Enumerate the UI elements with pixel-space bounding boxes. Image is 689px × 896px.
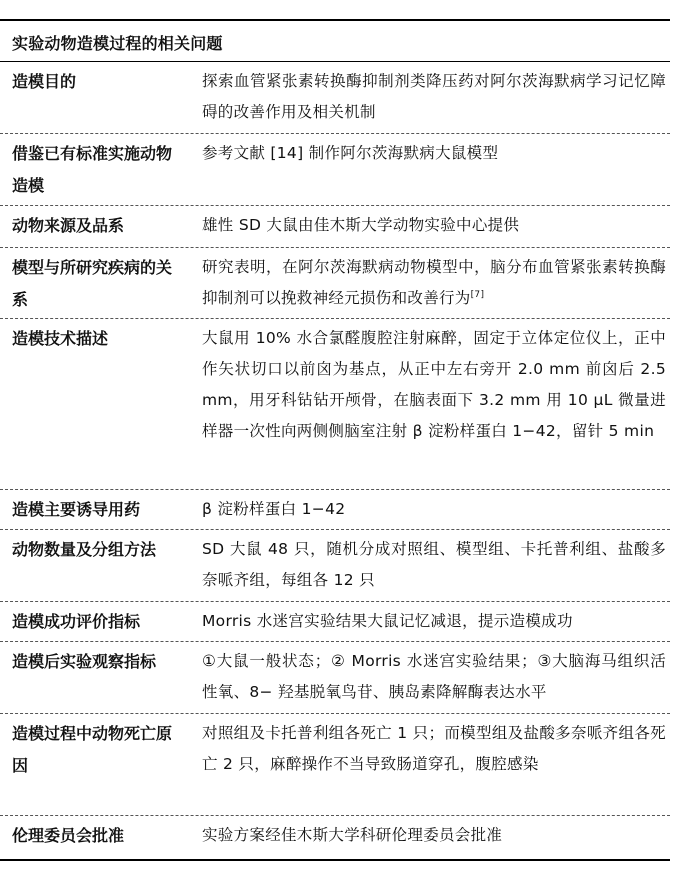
row-value: Morris 水迷宫实验结果大鼠记忆减退，提示造模成功: [202, 612, 573, 630]
row-key: 造模过程中动物死亡原因: [12, 724, 173, 775]
table-row: [0, 714, 670, 816]
row-key: 造模目的: [12, 72, 77, 91]
top-rule: [0, 19, 670, 21]
row-value: ①大鼠一般状态；② Morris 水迷宫实验结果；③大脑海马组织活性氧、8− 羟基脱氧鸟苷、胰岛素降解酶表达水平: [202, 652, 666, 701]
table-row: [0, 642, 670, 714]
table-body: [0, 62, 670, 861]
row-value: 对照组及卡托普利组各死亡 1 只；而模型组及盐酸多奈哌齐组各死亡 2 只，麻醉操作不当导致肠道穿孔，腹腔感染: [202, 724, 666, 773]
row-value: [188, 248, 670, 318]
row-key: 借鉴已有标准实施动物造模: [12, 144, 173, 195]
row-key: 伦理委员会批准: [12, 826, 125, 845]
citation: [7]: [470, 289, 485, 300]
row-key: 模型与所研究疾病的关系: [12, 258, 173, 309]
row-value: 探索血管紧张素转换酶抑制剂类降压药对阿尔茨海默病学习记忆障碍的改善作用及相关机制: [202, 72, 666, 121]
table-row: [0, 490, 670, 530]
table-row: [0, 319, 670, 490]
row-value: 实验方案经佳木斯大学科研伦理委员会批准: [202, 826, 503, 844]
row-value: 参考文献 [14] 制作阿尔茨海默病大鼠模型: [202, 144, 499, 162]
row-key: 造模技术描述: [12, 329, 109, 348]
table-row: [0, 602, 670, 642]
row-key: 造模成功评价指标: [12, 612, 141, 631]
table-row: [0, 248, 670, 319]
row-value: 雄性 SD 大鼠由佳木斯大学动物实验中心提供: [202, 216, 520, 234]
table-row: [0, 816, 670, 861]
row-value: 大鼠用 10% 水合氯醛腹腔注射麻醉，固定于立体定位仪上，正中作矢状切口以前囟为基点，从正中左右旁开 2.0 mm 前囟后 2.5 mm，用牙科钻钻开颅骨，在脑表面下 3.2 mm 用 10 μL 微量进样器一次性向两侧侧脑室注射 β 淀粉样蛋白 1−42，留针 5 min: [202, 329, 666, 440]
table-title: 实验动物造模过程的相关问题: [12, 33, 223, 53]
row-key: 造模主要诱导用药: [12, 500, 141, 519]
row-value: β 淀粉样蛋白 1−42: [202, 500, 346, 518]
table-row: [0, 62, 670, 134]
table-header: [0, 23, 670, 61]
table-row: [0, 530, 670, 602]
row-key: 动物数量及分组方法: [12, 540, 157, 559]
row-value-text: 研究表明，在阿尔茨海默病动物模型中，脑分布血管紧张素转换酶抑制剂可以挽救神经元损伤和改善行为: [202, 258, 666, 307]
row-value: SD 大鼠 48 只，随机分成对照组、模型组、卡托普利组、盐酸多奈哌齐组，每组各 12 只: [202, 540, 666, 589]
table-row: [0, 206, 670, 248]
table-row: [0, 134, 670, 206]
row-key: 造模后实验观察指标: [12, 652, 157, 671]
row-key: 动物来源及品系: [12, 216, 125, 235]
